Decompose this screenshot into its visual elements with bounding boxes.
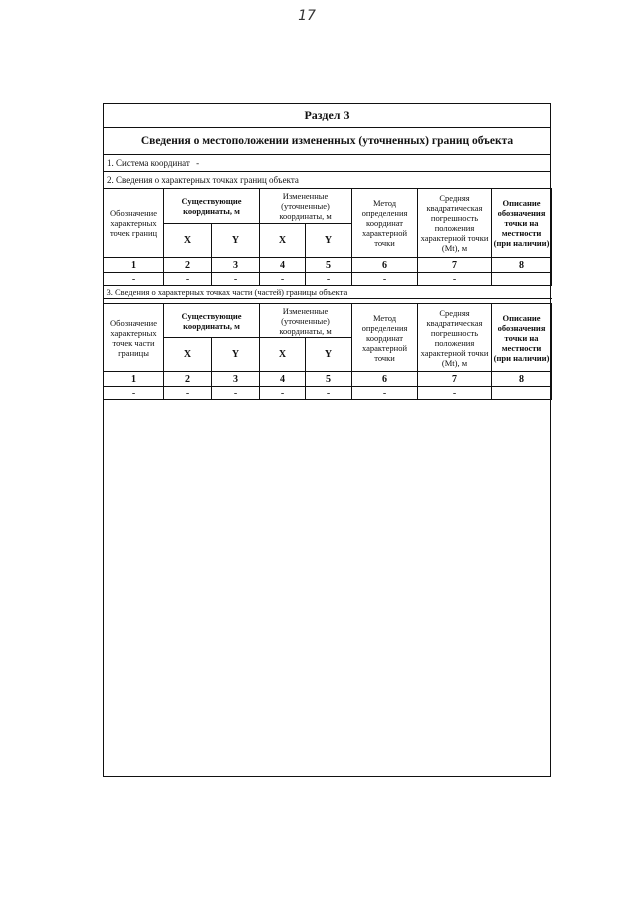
table1-num-2: 2 [164,258,212,273]
table2-num-6: 6 [352,372,418,387]
table2-num-7: 7 [418,372,492,387]
table2-existing-x: X [164,338,212,372]
part2-label: 2. Сведения о характерных точках границ объекта [104,172,551,189]
part3-label: 3. Сведения о характерных точках части (частей) границы объекта [104,286,552,299]
boundary-points-table [103,188,552,299]
table2-num-3: 3 [212,372,260,387]
table1-num-6: 6 [352,258,418,273]
coord-system-value: - [196,158,200,168]
section-header [103,103,551,189]
table1-number-row [104,258,552,273]
table1-cell: - [104,273,164,286]
table1-cell: - [352,273,418,286]
table2-num-1: 1 [104,372,164,387]
table1-col-changed: Измененные (уточненные) координаты, м [260,189,352,224]
table2-num-5: 5 [306,372,352,387]
table2-cell: - [212,387,260,400]
table2-col-error: Средняя квадратическая погрешность положения характерной точки (Mt), м [418,304,492,372]
table2-changed-y: Y [306,338,352,372]
table2-cell: - [164,387,212,400]
table2-col-changed: Измененные (уточненные) координаты, м [260,304,352,338]
table1-num-1: 1 [104,258,164,273]
table2-num-8: 8 [492,372,552,387]
table2-changed-x: X [260,338,306,372]
table1-num-3: 3 [212,258,260,273]
table1-cell [492,273,552,286]
table2-number-row [104,372,552,387]
table-row [104,387,552,400]
table2-num-2: 2 [164,372,212,387]
coord-system-label: 1. Система координат [107,158,190,168]
section-title: Раздел 3 [104,104,551,128]
table1-col-existing: Существующие координаты, м [164,189,260,224]
table2-cell [492,387,552,400]
table1-num-5: 5 [306,258,352,273]
table1-num-8: 8 [492,258,552,273]
table2-existing-y: Y [212,338,260,372]
page-number: 17 [298,8,316,24]
table1-changed-y: Y [306,224,352,258]
table1-col-error: Средняя квадратическая погрешность положения характерной точки (Mt), м [418,189,492,258]
table1-col-method: Метод определения координат характерной точки [352,189,418,258]
table1-existing-y: Y [212,224,260,258]
table-row [104,273,552,286]
table2-col-method: Метод определения координат характерной точки [352,304,418,372]
section-subtitle: Сведения о местоположении измененных (уточненных) границ объекта [104,128,551,155]
table1-cell: - [260,273,306,286]
table2-cell: - [104,387,164,400]
part-boundary-points-table [103,303,552,400]
table2-cell: - [352,387,418,400]
table1-existing-x: X [164,224,212,258]
table1-col-description: Описание обозначения точки на местности (при наличии) [492,189,552,258]
coord-system-line [104,155,551,172]
table1-changed-x: X [260,224,306,258]
table1-cell: - [306,273,352,286]
table2-col-description: Описание обозначения точки на местности (при наличии) [492,304,552,372]
table1-cell: - [418,273,492,286]
table1-cell: - [212,273,260,286]
table2-cell: - [306,387,352,400]
table1-cell: - [164,273,212,286]
table2-cell: - [260,387,306,400]
table2-num-4: 4 [260,372,306,387]
table1-num-7: 7 [418,258,492,273]
table2-col-existing: Существующие координаты, м [164,304,260,338]
table1-num-4: 4 [260,258,306,273]
table2-cell: - [418,387,492,400]
table2-col-designation: Обозначение характерных точек части границы [104,304,164,372]
table1-col-designation: Обозначение характерных точек границ [104,189,164,258]
